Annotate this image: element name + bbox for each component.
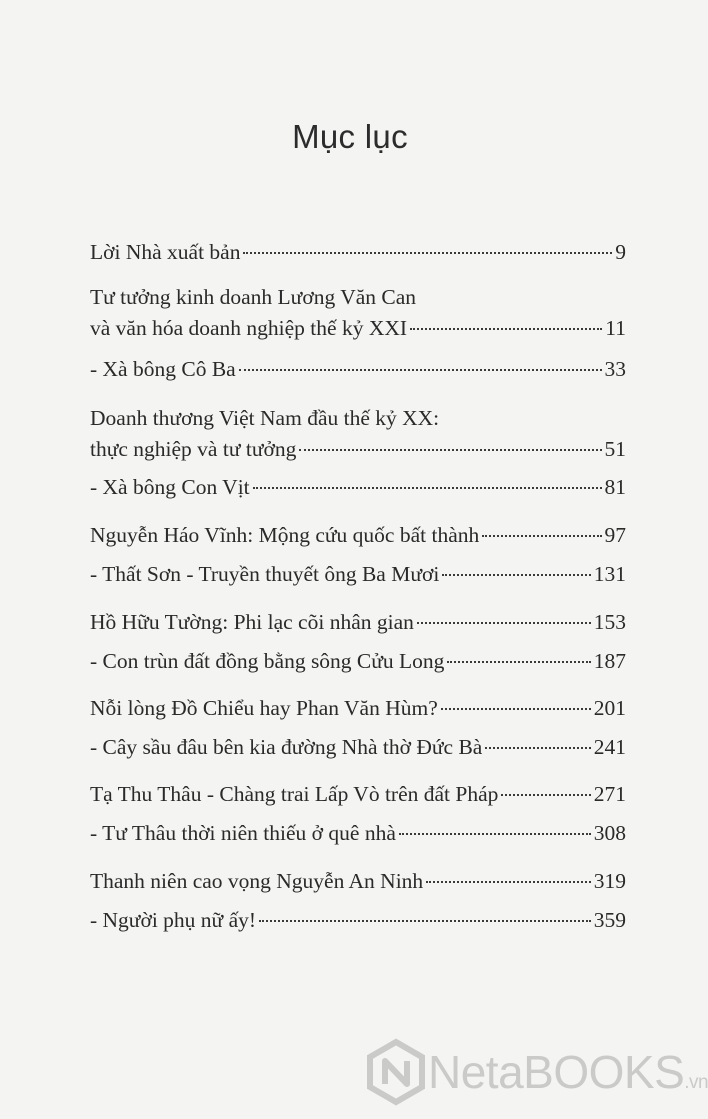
toc-entry bbox=[90, 647, 626, 675]
toc-entry-page: 33 bbox=[604, 357, 626, 381]
dot-leader bbox=[399, 833, 591, 835]
dot-leader bbox=[417, 622, 591, 624]
dot-leader bbox=[239, 369, 602, 371]
toc-entry-page: 81 bbox=[604, 475, 626, 499]
dot-leader bbox=[299, 449, 601, 451]
toc-entry-title: - Con trùn đất đồng bằng sông Cửu Long bbox=[90, 649, 445, 673]
toc-entry-title: - Tư Thâu thời niên thiếu ở quê nhà bbox=[90, 821, 396, 845]
toc-entry bbox=[90, 560, 626, 588]
dot-leader bbox=[447, 661, 590, 663]
toc-entry bbox=[90, 435, 626, 463]
page-title: Mục lục bbox=[292, 118, 408, 155]
toc-entry bbox=[90, 283, 626, 311]
toc-entry bbox=[90, 694, 626, 722]
toc-entry bbox=[90, 314, 626, 342]
toc-entry bbox=[90, 819, 626, 847]
toc-entry bbox=[90, 906, 626, 934]
dot-leader bbox=[253, 487, 602, 489]
dot-leader bbox=[426, 881, 591, 883]
toc-entry-page: 319 bbox=[593, 869, 626, 893]
toc-entry-page: 97 bbox=[604, 523, 626, 547]
toc-entry-title: - Xà bông Con Vịt bbox=[90, 475, 250, 499]
toc-entry-title: Doanh thương Việt Nam đầu thế kỷ XX: bbox=[90, 406, 440, 430]
toc-entry-page: 11 bbox=[605, 316, 626, 340]
dot-leader bbox=[243, 252, 612, 254]
toc-entry-page: 51 bbox=[604, 437, 626, 461]
toc-entry-page: 271 bbox=[593, 782, 626, 806]
dot-leader bbox=[410, 328, 602, 330]
dot-leader bbox=[442, 574, 590, 576]
toc-entry-page: 131 bbox=[593, 562, 626, 586]
toc-entry-title: Lời Nhà xuất bản bbox=[90, 240, 241, 264]
toc-entry bbox=[90, 521, 626, 549]
toc-entry-title: thực nghiệp và tư tưởng bbox=[90, 437, 297, 461]
watermark-suffix: .vn bbox=[684, 1072, 708, 1093]
toc-entry-page: 359 bbox=[593, 908, 626, 932]
toc-entry-title: - Xà bông Cô Ba bbox=[90, 357, 236, 381]
toc-entry bbox=[90, 238, 626, 266]
toc-entry-title: - Người phụ nữ ấy! bbox=[90, 908, 257, 932]
dot-leader bbox=[501, 794, 590, 796]
netabooks-logo-icon bbox=[366, 1039, 426, 1105]
toc-entry bbox=[90, 355, 626, 383]
toc-entry-title: Tạ Thu Thâu - Chàng trai Lấp Vò trên đất Pháp bbox=[90, 782, 499, 806]
watermark bbox=[366, 1036, 708, 1108]
toc-entry-title: - Cây sầu đâu bên kia đường Nhà thờ Đức Bà bbox=[90, 735, 483, 759]
toc-entry-title: Hồ Hữu Tường: Phi lạc cõi nhân gian bbox=[90, 610, 414, 634]
watermark-text bbox=[428, 1045, 708, 1099]
toc-entry-page: 187 bbox=[593, 649, 626, 673]
toc-entry-title: Nguyễn Háo Vĩnh: Mộng cứu quốc bất thành bbox=[90, 523, 480, 547]
toc-entry-page: 201 bbox=[593, 696, 626, 720]
toc-entry bbox=[90, 867, 626, 895]
toc-entry bbox=[90, 473, 626, 501]
watermark-brand: NetaBOOKS bbox=[428, 1046, 685, 1098]
toc-entry bbox=[90, 780, 626, 808]
toc-entry-page: 308 bbox=[593, 821, 626, 845]
toc-entry-page: 9 bbox=[615, 240, 626, 264]
dot-leader bbox=[259, 920, 591, 922]
toc-entry-page: 241 bbox=[593, 735, 626, 759]
toc-entry-title: Nỗi lòng Đồ Chiểu hay Phan Văn Hùm? bbox=[90, 696, 438, 720]
toc-entry-title: - Thất Sơn - Truyền thuyết ông Ba Mươi bbox=[90, 562, 440, 586]
toc-entry-title: và văn hóa doanh nghiệp thế kỷ XXI bbox=[90, 316, 408, 340]
dot-leader bbox=[482, 535, 601, 537]
toc-entry-page: 153 bbox=[593, 610, 626, 634]
toc-entry bbox=[90, 733, 626, 761]
toc-entry bbox=[90, 404, 626, 432]
dot-leader bbox=[441, 708, 591, 710]
toc-entry-title: Thanh niên cao vọng Nguyễn An Ninh bbox=[90, 869, 424, 893]
dot-leader bbox=[485, 747, 590, 749]
toc-entry bbox=[90, 608, 626, 636]
toc-entry-title: Tư tưởng kinh doanh Lương Văn Can bbox=[90, 285, 417, 309]
